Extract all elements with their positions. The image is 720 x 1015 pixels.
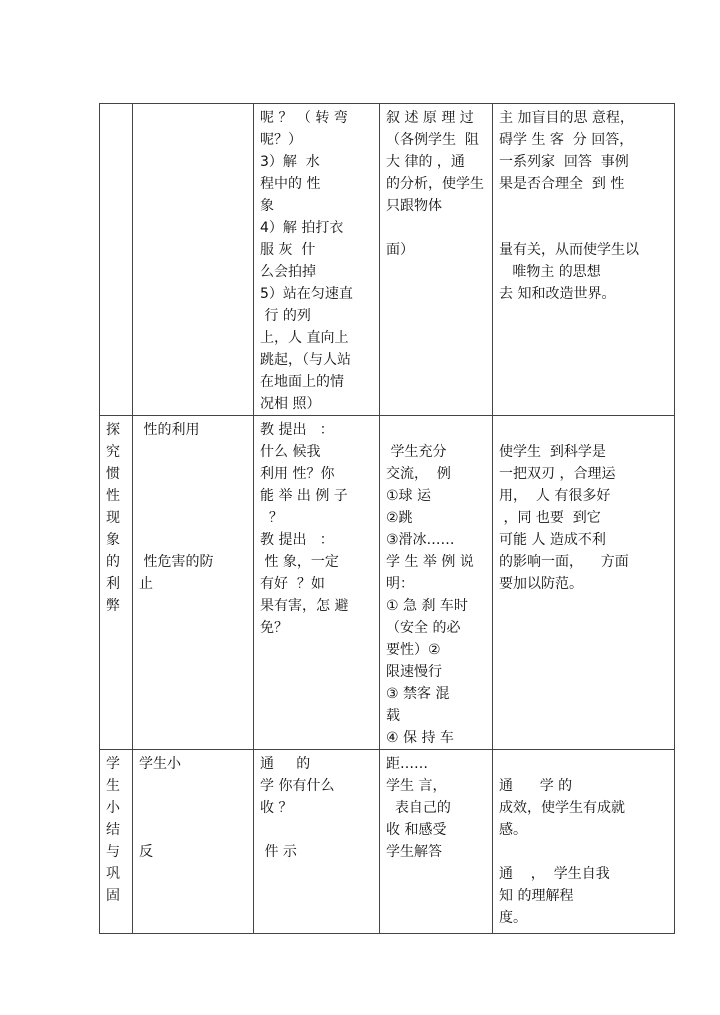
teacher-activity-cell (254, 416, 380, 750)
design-purpose-cell (493, 416, 675, 750)
cell-line (386, 217, 488, 239)
cell-line (499, 753, 670, 775)
cell-line: ① 急 刹 车时 (386, 598, 468, 614)
cell-line: 可能 人 造成不利 (499, 532, 606, 548)
cell-line: 性 象，一定 (260, 554, 339, 570)
content-cell (133, 104, 254, 416)
cell-line: 结 (106, 822, 120, 838)
cell-line: 表自己的 (386, 800, 451, 816)
cell-line: 小 (106, 800, 120, 816)
cell-line: 性的利用 (139, 422, 200, 438)
cell-line: 象 (106, 532, 120, 548)
cell-line: 在地面上的情 (260, 374, 344, 390)
cell-line: 面） (386, 242, 414, 258)
cell-line: 使学生 到科学是 (499, 444, 606, 460)
cell-line: 止 (139, 576, 153, 592)
cell-line: 教 提出 ： (260, 422, 334, 438)
cell-line: 学 (106, 756, 120, 772)
cell-line: 碍学 生 客 分 回答， (499, 132, 634, 148)
table-row (100, 416, 675, 750)
cell-line: 去 知和改造世界。 (499, 286, 616, 302)
cell-line: 大 律的 ，通 (386, 154, 465, 170)
cell-line: 要加以防范。 (499, 576, 583, 592)
student-activity-cell (380, 750, 493, 934)
stage-cell (100, 750, 133, 934)
cell-line: 学 你有什么 (260, 778, 335, 794)
cell-line (499, 841, 670, 863)
cell-line: ③ 禁客 混 (386, 686, 450, 702)
cell-line: 惯 (106, 466, 120, 482)
cell-line: 呢 ？ （ 转 弯 (260, 110, 348, 126)
cell-line: 与 (106, 844, 120, 860)
stage-cell (100, 104, 133, 416)
cell-line: 主 加盲目的思 意程， (499, 110, 634, 126)
content-cell (133, 416, 254, 750)
cell-line: 知 的理解程 (499, 888, 574, 904)
cell-line: 象 (260, 198, 274, 214)
cell-line: 收 和感受 (386, 822, 447, 838)
design-purpose-cell (493, 104, 675, 416)
teacher-activity-cell (254, 750, 380, 934)
cell-line: ①球 运 (386, 488, 432, 504)
cell-line: 生 (106, 778, 120, 794)
cell-line: ，同 也要 到它 (499, 510, 601, 526)
cell-line: 收 ？ (260, 800, 293, 816)
cell-line: 唯物主 的思想 (499, 264, 601, 280)
cell-line: 反 (139, 844, 153, 860)
cell-line: （各例学生 阻 (386, 132, 479, 148)
cell-line: 性 (106, 488, 120, 504)
cell-line: 程中的 性 (260, 176, 321, 192)
cell-line: 教 提出 ： (260, 532, 334, 548)
student-activity-cell (380, 416, 493, 750)
cell-line: 只跟物体 (386, 198, 442, 214)
cell-line: 学 生 举 例 说 (386, 554, 474, 570)
cell-line: 明： (386, 576, 414, 592)
cell-line: 度。 (499, 910, 527, 926)
cell-line: ？ (260, 510, 283, 526)
cell-line: 果有害，怎 避 (260, 598, 349, 614)
cell-line: 的 (106, 554, 120, 570)
cell-line: 呢？） (260, 132, 302, 148)
cell-line (386, 419, 488, 441)
stage-cell (100, 416, 133, 750)
cell-line: 量有关，从而使学生以 (499, 242, 639, 258)
cell-line: 成效，使学生有成就 (499, 800, 625, 816)
cell-line (499, 419, 670, 441)
cell-line: 学生充分 (386, 444, 447, 460)
cell-line: ④ 保 持 车 (386, 730, 454, 746)
cell-line: ②跳 (386, 510, 413, 526)
cell-line: 么会拍掉 (260, 264, 316, 280)
cell-line: 什么 候我 (260, 444, 321, 460)
cell-line: 固 (106, 888, 120, 904)
lesson-plan-table (99, 103, 675, 934)
cell-line: 距…… (386, 756, 428, 772)
cell-line: 用， 人 有很多好 (499, 488, 611, 504)
cell-line: 交流， 例 (386, 466, 451, 482)
cell-line: 利 (106, 576, 120, 592)
cell-line: 巩 (106, 866, 120, 882)
cell-line: 能 举 出 例 子 (260, 488, 348, 504)
cell-line: 弊 (106, 598, 120, 614)
cell-line: 一系列家 回答 事例 (499, 154, 629, 170)
cell-line: 限速慢行 (386, 664, 442, 680)
cell-line (139, 463, 249, 485)
cell-line: （安全 的必 (386, 620, 461, 636)
cell-line (139, 797, 249, 819)
cell-line: 有好 ？如 (260, 576, 325, 592)
cell-line: 学生小 (139, 756, 181, 772)
cell-line: 载 (386, 708, 400, 724)
cell-line (139, 529, 249, 551)
cell-line: 感。 (499, 822, 527, 838)
cell-line: 利用 性？你 (260, 466, 335, 482)
cell-line: 究 (106, 444, 120, 460)
cell-line: 3）解 水 (260, 154, 320, 170)
cell-line: 件 示 (260, 844, 297, 860)
cell-line (260, 819, 375, 841)
cell-line (139, 485, 249, 507)
cell-line: 况相 照） (260, 396, 321, 412)
cell-line: 通 学 的 (499, 778, 573, 794)
cell-line: 的分析，使学生 (386, 176, 484, 192)
cell-line: 要性）② (386, 642, 441, 658)
cell-line: 免？ (260, 620, 288, 636)
cell-line: 一把双刃 ，合理运 (499, 466, 616, 482)
cell-line: 探 (106, 422, 120, 438)
teacher-activity-cell (254, 104, 380, 416)
cell-line: 学生解答 (386, 844, 442, 860)
table-row (100, 750, 675, 934)
cell-line (139, 775, 249, 797)
cell-line: 上，人 直向上 (260, 330, 349, 346)
cell-line: 学生 言， (386, 778, 447, 794)
cell-line: 果是否合理全 到 性 (499, 176, 625, 192)
table-row (100, 104, 675, 416)
cell-line: 4）解 拍打衣 (260, 220, 344, 236)
student-activity-cell (380, 104, 493, 416)
cell-line (139, 819, 249, 841)
design-purpose-cell (493, 750, 675, 934)
cell-line: 的影响一面， 方面 (499, 554, 629, 570)
cell-line: 现 (106, 510, 120, 526)
cell-line: 叙 述 原 理 过 (386, 110, 474, 126)
cell-line: 通 ， 学生自我 (499, 866, 610, 882)
cell-line (499, 217, 670, 239)
cell-line (499, 195, 670, 217)
cell-line: 行 的列 (260, 308, 311, 324)
content-cell (133, 750, 254, 934)
cell-line: 服 灰 什 (260, 242, 316, 258)
cell-line: ③滑冰…… (386, 532, 455, 548)
cell-line: 跳起，（与人站 (260, 352, 351, 368)
cell-line: 性危害的防 (139, 554, 214, 570)
cell-line (139, 507, 249, 529)
cell-line: 通 的 (260, 756, 311, 772)
cell-line (139, 441, 249, 463)
cell-line: 5）站在匀速直 (260, 286, 353, 302)
